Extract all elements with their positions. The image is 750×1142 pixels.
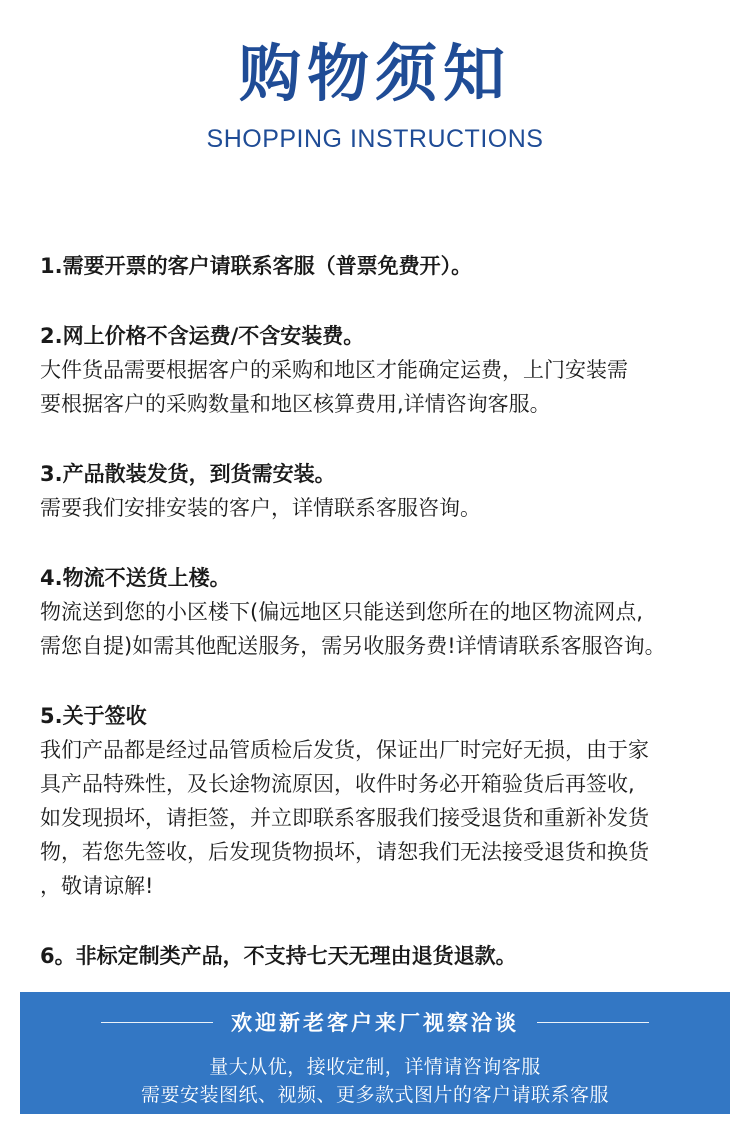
contact-banner <box>20 992 730 1114</box>
instruction-section <box>40 561 720 663</box>
instruction-section <box>40 939 720 973</box>
instruction-text: 物，若您先签收，后发现货物损坏，请恕我们无法接受退货和换货 <box>40 840 649 864</box>
page-header <box>0 38 750 154</box>
instruction-section <box>40 249 720 283</box>
banner-title: 欢迎新老客户来厂视察洽谈 <box>231 1011 519 1035</box>
instruction-text: 需您自提)如需其他配送服务，需另收服务费!详情请联系客服咨询。 <box>40 634 666 658</box>
instruction-heading: 4.物流不送货上楼。 <box>40 566 231 590</box>
banner-line-offer: 量大从优，接收定制，详情请咨询客服 <box>209 1056 541 1078</box>
instruction-heading: 5.关于签收 <box>40 704 147 728</box>
banner-line-contact: 需要安装图纸、视频、更多款式图片的客户请联系客服 <box>140 1084 609 1106</box>
instructions-list <box>40 249 720 1009</box>
banner-title-row <box>20 1006 730 1038</box>
instruction-section <box>40 457 720 525</box>
page-title: 购物须知 <box>238 37 511 110</box>
banner-rule-left <box>101 1022 213 1023</box>
page-subtitle: SHOPPING INSTRUCTIONS <box>206 125 544 153</box>
banner-rule-right <box>537 1022 649 1023</box>
instruction-heading: 3.产品散装发货，到货需安装。 <box>40 462 336 486</box>
instruction-text: ，敬请谅解! <box>40 874 154 898</box>
instruction-heading: 1.需要开票的客户请联系客服（普票免费开）。 <box>40 254 473 278</box>
instruction-text: 物流送到您的小区楼下(偏远地区只能送到您所在的地区物流网点, <box>40 600 643 624</box>
instruction-text: 要根据客户的采购数量和地区核算费用,详情咨询客服。 <box>40 392 551 416</box>
instruction-text: 我们产品都是经过品管质检后发货，保证出厂时完好无损，由于家 <box>40 738 649 762</box>
instruction-section <box>40 699 720 903</box>
instruction-section <box>40 319 720 421</box>
instruction-heading: 2.网上价格不含运费/不含安装费。 <box>40 324 365 348</box>
instruction-text: 具产品特殊性，及长途物流原因，收件时务必开箱验货后再签收, <box>40 772 635 796</box>
instruction-text: 大件货品需要根据客户的采购和地区才能确定运费，上门安装需 <box>40 358 628 382</box>
instruction-heading: 6。非标定制类产品，不支持七天无理由退货退款。 <box>40 944 517 968</box>
instruction-text: 需要我们安排安装的客户，详情联系客服咨询。 <box>40 496 481 520</box>
instruction-text: 如发现损坏，请拒签，并立即联系客服我们接受退货和重新补发货 <box>40 806 649 830</box>
